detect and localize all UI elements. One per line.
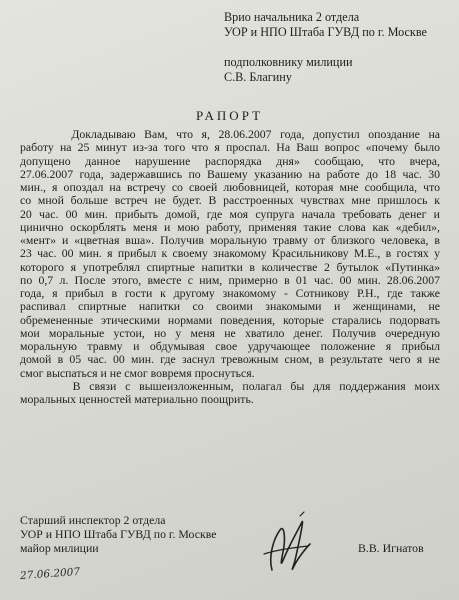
document-title: РАПОРТ bbox=[195, 108, 264, 123]
author-position: Старший инспектор 2 отдела bbox=[20, 513, 166, 527]
handwritten-date: 27.06.2007 bbox=[19, 565, 81, 583]
body-line: 20 час. 00 мин. прибыть домой, где моя супруга начала требовать денег и bbox=[20, 206, 440, 221]
addressee-department: УОР и НПО Штаба ГУВД по г. Москве bbox=[224, 24, 427, 39]
body-line: 27.06.2007 года, задержавшись по Вашему указанию на работе до 18 час. 30 bbox=[20, 166, 440, 181]
body-line: цинично оскорблять меня и мою работу, применяя такие слова как «дебил», bbox=[20, 219, 440, 234]
body-line: мои моральные устои, но у меня не хватило денег. Получив очередную bbox=[20, 325, 440, 340]
addressee-position: Врио начальника 2 отдела bbox=[224, 10, 360, 24]
body-line: которого я употреблял спиртные напитки в количестве 2 бутылок «Путинка» bbox=[20, 259, 440, 274]
author-department: УОР и НПО Штаба ГУВД по г. Москве bbox=[20, 527, 217, 541]
body-line: моральную травму и обдумывая свое удручающее положение я прибыл bbox=[20, 339, 440, 353]
report-body bbox=[20, 128, 440, 406]
body-line: распивал спиртные напитки со своими знакомыми и женщинами, не bbox=[20, 299, 440, 314]
body-line: смог выспаться и не смог вовремя проснуться. bbox=[20, 365, 255, 380]
body-line: 23 час. 00 мин. я прибыл к своему знакомому Красильникову М.Е., в гостях у bbox=[20, 246, 440, 261]
handwritten-signature bbox=[250, 508, 330, 583]
body-line: со мной больше встреч не будет. В расстроенных чувствах мне пришлось к bbox=[20, 193, 440, 208]
body-line: года, я прибыл в гости к другому знакомому - Сотникову Р.Н., где также bbox=[20, 286, 440, 300]
body-line: мин., я опоздал на встречу со своей любовницей, которая мне сообщила, что bbox=[20, 180, 440, 194]
addressee-name: С.В. Благину bbox=[224, 69, 292, 84]
body-line: В связи с вышеизложенным, полагал бы для поддержания моих bbox=[20, 378, 440, 393]
body-line: домой в 05 час. 00 мин. где заснул тревожным сном, в результате чего я не bbox=[20, 352, 440, 367]
body-line: обремененные этическими нормами поведения, которые старались подорвать bbox=[20, 312, 440, 327]
body-line: «мент» и «цветная вша». Получив моральную травму от близкого человека, в bbox=[20, 233, 440, 247]
body-line: работу на 25 минут из-за того что я проспал. На Ваш вопрос «почему было bbox=[20, 140, 440, 155]
author-rank: майор милиции bbox=[20, 541, 99, 555]
body-line: допущено данное нарушение распорядка дня» сообщаю, что вчера, bbox=[20, 153, 440, 168]
addressee-rank: подполковнику милиции bbox=[224, 55, 353, 70]
body-line: по 0,7 л. После этого, вместе с ним, примерно в 01 час. 00 мин. 28.06.2007 bbox=[20, 272, 440, 287]
signature-block bbox=[20, 513, 216, 555]
body-line: Докладываю Вам, что я, 28.06.2007 года, допустил опоздание на bbox=[20, 127, 440, 141]
author-name: В.В. Игнатов bbox=[358, 541, 424, 555]
addressee-block bbox=[224, 10, 427, 84]
body-line: моральных ценностей материально поощрить. bbox=[20, 392, 254, 406]
